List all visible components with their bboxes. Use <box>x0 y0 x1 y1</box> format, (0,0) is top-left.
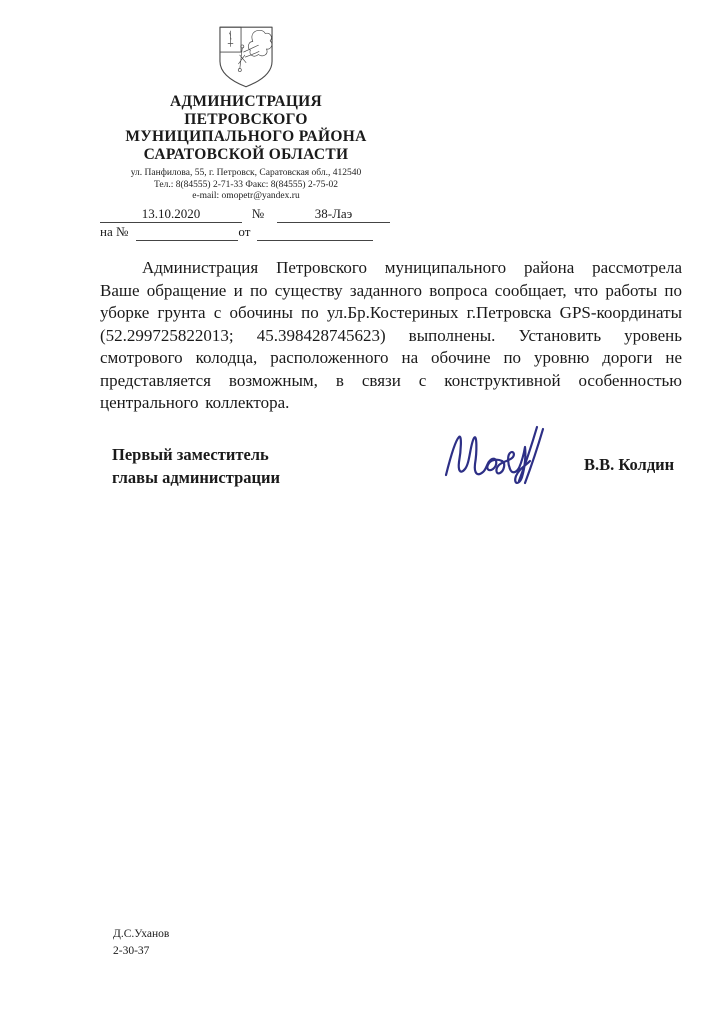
reference-row-in-reply <box>100 223 392 241</box>
org-name-line-3: МУНИЦИПАЛЬНОГО РАЙОНА <box>125 128 367 145</box>
executor-name: Д.С.Уханов <box>113 928 170 940</box>
handwritten-signature-icon <box>440 416 550 498</box>
letterhead <box>95 24 397 203</box>
letter-body-paragraph: Администрация Петровского муниципального района рассмотрела Ваше обращение и по существу заданного вопроса сообщает, что работы по уборке грунта с обочины по ул.Бр.Костериных г.Петровска GPS-координаты (52.299725822013; 45.398428745623) выполнены. Установить уровень смотрового колодца, расположенного на обочине по уровню дороги не представляется возможным, в связи с конструктивной особенностью центрального коллектора. <box>100 258 682 412</box>
org-phone-fax-line: Тел.: 8(84555) 2-71-33 Факс: 8(84555) 2-75-02 <box>153 179 339 190</box>
signer-title-line-1: Первый заместитель <box>112 445 269 464</box>
reference-block <box>100 205 392 241</box>
org-name-line-1: АДМИНИСТРАЦИЯ <box>169 93 323 110</box>
signer-title <box>112 444 280 489</box>
signer-title-line-2: главы администрации <box>112 467 281 487</box>
org-contact-block <box>95 168 397 203</box>
org-name-line-2: ПЕТРОВСКОГО <box>184 110 308 128</box>
from-label: от <box>238 224 251 239</box>
number-sign-label: № <box>251 206 265 221</box>
in-reply-label: на № <box>100 224 129 239</box>
in-reply-number-blank <box>136 225 238 241</box>
in-reply-date-blank <box>257 225 373 241</box>
org-email-line: e-mail: omopetr@yandex.ru <box>192 191 300 201</box>
org-address-line: ул. Панфилова, 55, г. Петровск, Саратовская обл., 412540 <box>130 168 362 178</box>
reference-row-date-number <box>100 205 392 223</box>
executor-phone: 2-30-37 <box>113 944 150 957</box>
org-name-line-4: САРАТОВСКОЙ ОБЛАСТИ <box>143 145 349 163</box>
signer-name: В.В. Колдин <box>584 455 675 474</box>
org-name <box>95 93 397 163</box>
executor-block <box>113 926 169 959</box>
coat-of-arms-icon <box>215 24 277 90</box>
letter-number: 38-Лаэ <box>277 206 390 223</box>
letter-date: 13.10.2020 <box>100 206 242 223</box>
